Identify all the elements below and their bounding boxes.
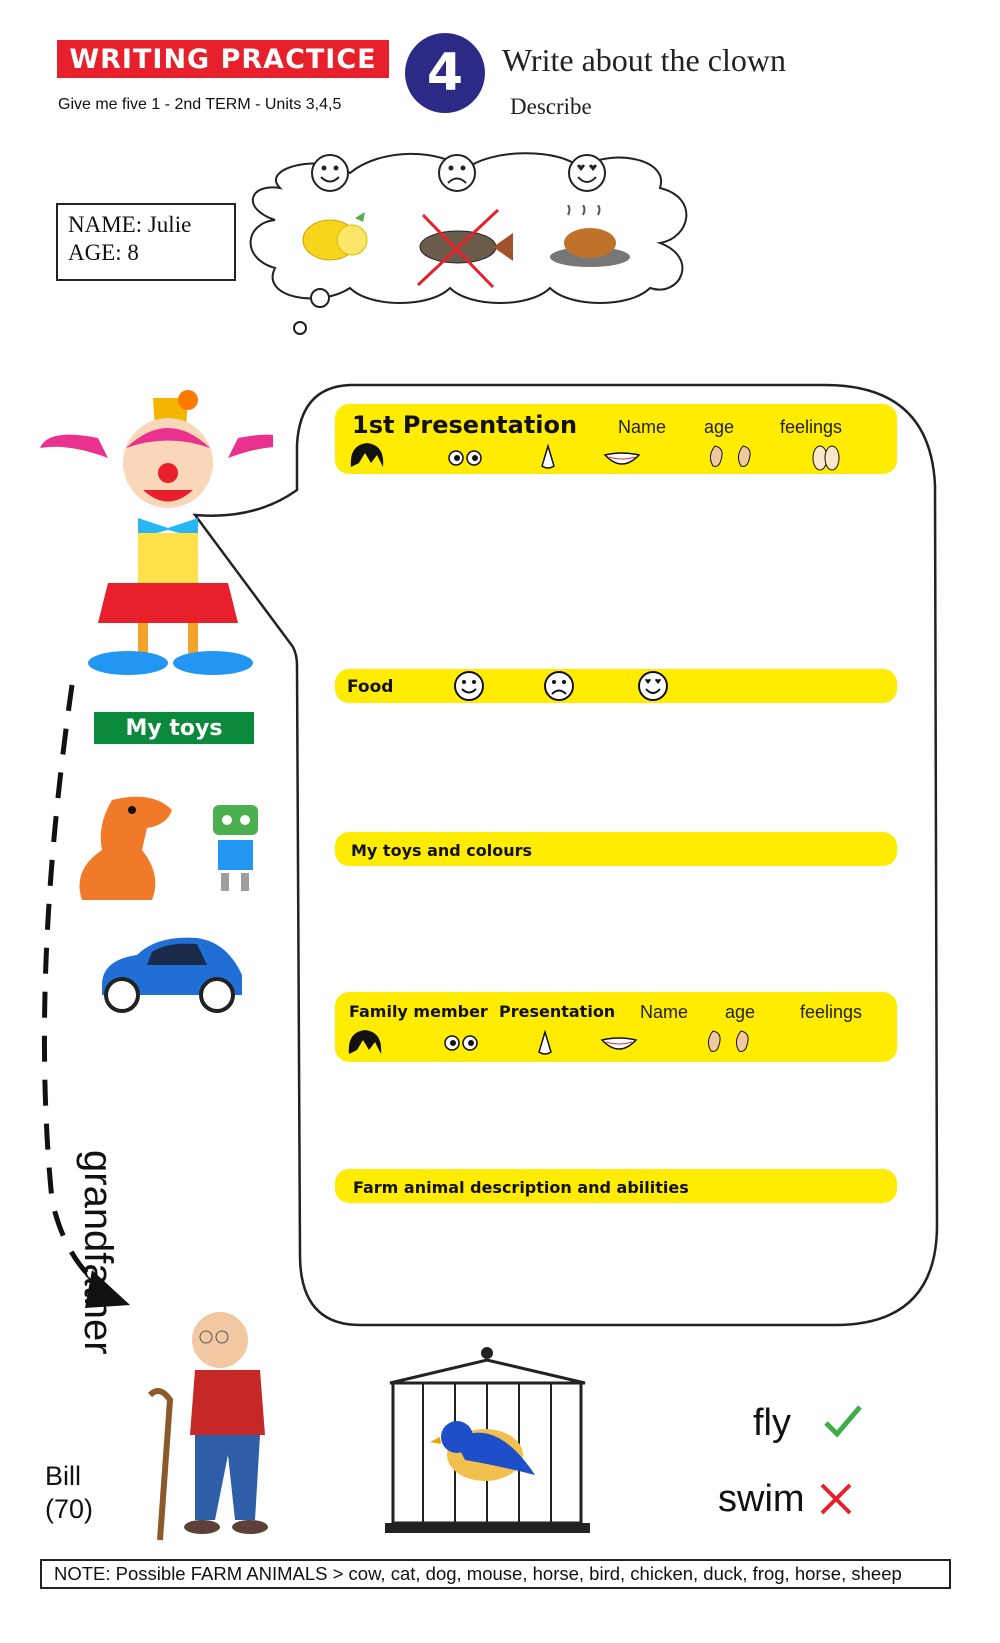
food-label: Food [347, 677, 394, 697]
presentation-feelings-label: feelings [780, 417, 843, 437]
nose-icon [538, 444, 558, 470]
family-presentation-label: Presentation [499, 1002, 616, 1021]
ability-swim: swim [718, 1478, 805, 1520]
nose-icon [535, 1030, 555, 1056]
eyes-icon [447, 449, 483, 467]
lemon-icon [300, 210, 375, 265]
presentation-age-label: age [704, 417, 735, 437]
feet-icon [810, 442, 842, 472]
check-icon [823, 1403, 863, 1439]
family-band [335, 992, 897, 1062]
hair-icon [347, 1028, 383, 1056]
heart-eyes-face-icon [637, 670, 669, 702]
farm-animal-band [335, 1169, 897, 1203]
presentation-band [335, 404, 897, 474]
smiley-face-icon [453, 670, 485, 702]
profile-box [56, 203, 236, 281]
bird-cage-illustration [385, 1345, 590, 1535]
grandfather-label: grandfather [76, 1150, 120, 1355]
cross-icon [818, 1481, 854, 1517]
grandfather-info [45, 1460, 93, 1526]
crossed-fish-icon [408, 205, 518, 290]
ability-fly: fly [753, 1402, 791, 1444]
family-feelings-label: feelings [800, 1002, 863, 1022]
clown-illustration [38, 388, 273, 678]
profile-name: NAME: Julie [68, 212, 192, 237]
sad-face-icon [543, 670, 575, 702]
blue-car-toy-icon [97, 930, 247, 1015]
ears-icon [703, 1029, 753, 1055]
hair-icon [349, 441, 385, 469]
task-instruction: Describe [510, 94, 592, 119]
robot-toy-icon [203, 795, 273, 895]
ears-icon [705, 444, 755, 470]
family-member-label: Family member [349, 1002, 488, 1021]
family-age-label: age [725, 1002, 756, 1022]
family-name-label: Name [640, 1002, 689, 1022]
farm-animal-label: Farm animal description and abilities [353, 1178, 689, 1197]
dinosaur-toy-icon [72, 790, 177, 905]
presentation-label: 1st Presentation [352, 411, 578, 439]
sad-face-icon [437, 153, 477, 193]
grandfather-name: Bill [45, 1461, 82, 1491]
food-band [335, 669, 897, 703]
eyes-icon [443, 1034, 479, 1052]
profile-age: AGE: 8 [68, 240, 139, 265]
grandfather-age: (70) [45, 1494, 94, 1524]
my-toys-label: My toys [94, 712, 254, 744]
heart-eyes-face-icon [567, 153, 607, 193]
mouth-icon [603, 451, 641, 469]
smiley-face-icon [310, 153, 350, 193]
presentation-name-label: Name [618, 417, 667, 437]
task-title: Write about the clown [502, 42, 786, 78]
grandfather-illustration [140, 1305, 300, 1545]
toys-colours-label: My toys and colours [351, 841, 533, 860]
toys-colours-band [335, 832, 897, 866]
roast-chicken-icon [548, 205, 633, 275]
farm-animals-note: NOTE: Possible FARM ANIMALS > cow, cat, dog, mouse, horse, bird, chicken, duck, frog, horse, sheep [40, 1559, 951, 1589]
worksheet-subtitle: Give me five 1 - 2nd TERM - Units 3,4,5 [58, 96, 342, 113]
task-number: 4 [405, 33, 485, 113]
mouth-icon [600, 1036, 638, 1054]
worksheet-title-badge: WRITING PRACTICE [57, 40, 389, 78]
